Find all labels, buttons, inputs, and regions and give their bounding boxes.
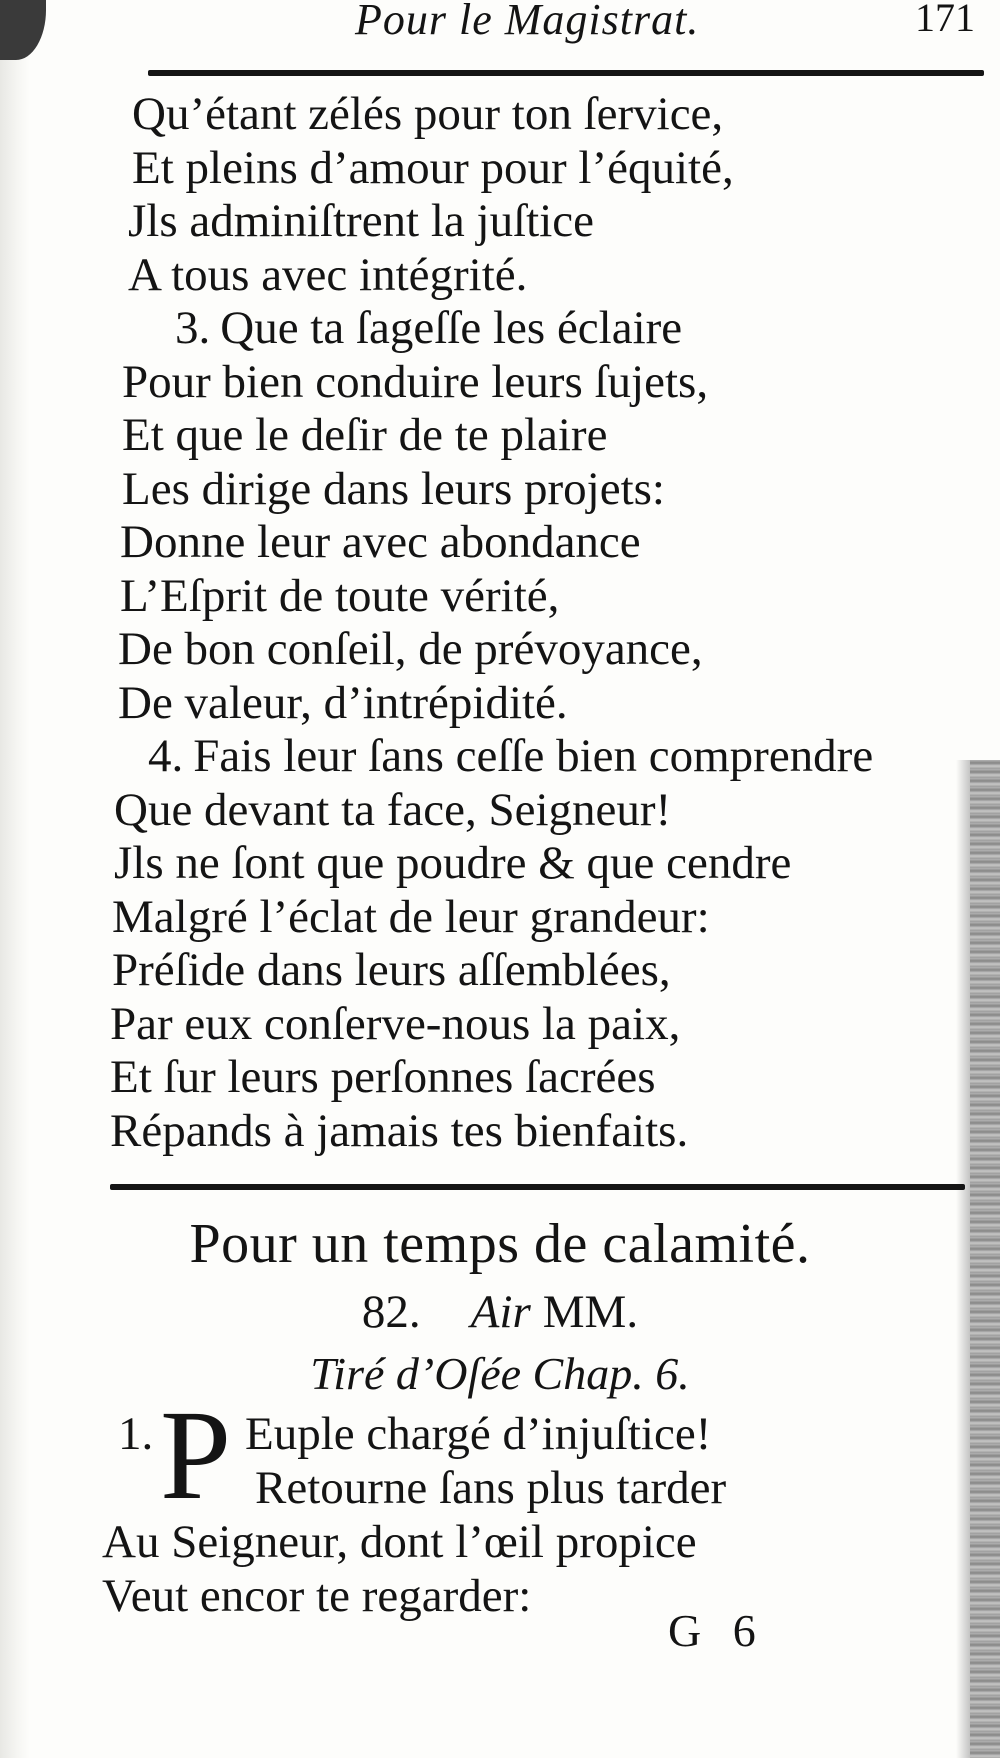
verse-line-text: L’Eſprit de toute vérité, bbox=[120, 569, 560, 622]
verse-line bbox=[0, 142, 1000, 196]
verse-line bbox=[0, 1051, 1000, 1105]
catchword-signature: G 6 bbox=[668, 1605, 766, 1656]
verse-line bbox=[0, 302, 1000, 356]
header-rule bbox=[148, 70, 984, 76]
verse-line-text: Que ta ſageſſe les éclaire bbox=[220, 302, 683, 354]
verse-line-text: Qu’étant zélés pour ton ſervice, bbox=[132, 88, 724, 140]
verse-line bbox=[0, 356, 1000, 410]
verse-line bbox=[0, 516, 1000, 570]
hymn-verse-block bbox=[0, 88, 1000, 1158]
air-label: Air bbox=[470, 1286, 531, 1338]
verse-line-text: Pour bien conduire leurs ſujets, bbox=[122, 355, 709, 408]
running-head: Pour le Magistrat. bbox=[355, 0, 700, 44]
verse-line-text: De valeur, d’intrépidité. bbox=[118, 676, 568, 729]
stanza-number: 4. bbox=[148, 730, 184, 782]
page-header bbox=[140, 0, 980, 42]
verse-line-text: Jls ne ſont que poudre & que cendre bbox=[114, 837, 792, 889]
verse-line bbox=[0, 463, 1000, 517]
verse-line-text: Répands à jamais tes bienfaits. bbox=[110, 1104, 689, 1157]
verse-line-text: A tous avec intégrité. bbox=[128, 248, 528, 301]
verse-line bbox=[0, 249, 1000, 303]
verse-line-text: Fais leur ſans ceſſe bien comprendre bbox=[193, 730, 874, 782]
verse-line-text: Et pleins d’amour pour l’équité, bbox=[132, 141, 734, 194]
stanza-line-3: Au Seigneur, dont l’œil propice bbox=[102, 1516, 697, 1568]
verse-line-text: Malgré l’éclat de leur grandeur: bbox=[112, 890, 710, 943]
scan-corner-shadow bbox=[0, 0, 46, 60]
verse-line bbox=[0, 784, 1000, 838]
stanza-line-2: Retourne ſans plus tarder bbox=[255, 1462, 727, 1514]
section-divider-rule bbox=[110, 1184, 965, 1190]
verse-line bbox=[0, 891, 1000, 945]
verse-line bbox=[0, 1105, 1000, 1159]
stanza-line-4: Veut encor te regarder: bbox=[102, 1570, 532, 1622]
verse-line-text: Et que le deſir de te plaire bbox=[122, 409, 608, 461]
section-title: Pour un temps de calamité. bbox=[189, 1213, 811, 1275]
verse-line-text: De bon conſeil, de prévoyance, bbox=[118, 623, 703, 675]
verse-line bbox=[0, 677, 1000, 731]
verse-line-text: Que devant ta face, Seigneur! bbox=[114, 783, 672, 836]
verse-line bbox=[0, 570, 1000, 624]
verse-line bbox=[0, 944, 1000, 998]
stanza-line-1: Euple chargé d’injuſtice! bbox=[245, 1408, 712, 1460]
hymn-air-line bbox=[0, 1285, 1000, 1339]
air-code: MM. bbox=[542, 1286, 639, 1338]
verse-line bbox=[0, 88, 1000, 142]
verse-line bbox=[0, 998, 1000, 1052]
verse-line-text: Et ſur leurs perſonnes ſacrées bbox=[110, 1051, 656, 1103]
hymn-number: 82. bbox=[361, 1286, 421, 1338]
verse-line bbox=[0, 409, 1000, 463]
verse-line bbox=[0, 195, 1000, 249]
page-number: 171 bbox=[915, 0, 975, 40]
verse-line-text: Jls adminiſtrent la juſtice bbox=[128, 195, 594, 247]
verse-line-text: Donne leur avec abondance bbox=[120, 516, 641, 568]
verse-line-text: Par eux conſerve-nous la paix, bbox=[110, 997, 681, 1050]
verse-line bbox=[0, 623, 1000, 677]
verse-line bbox=[0, 730, 1000, 784]
verse-line-text: Préſide dans leurs aſſemblées, bbox=[112, 944, 671, 996]
verse-line-text: Les dirige dans leurs projets: bbox=[122, 462, 665, 515]
scripture-source: Tiré d’Oſée Chap. 6. bbox=[310, 1348, 690, 1399]
drop-cap: P bbox=[160, 1384, 232, 1526]
stanza-number: 1. bbox=[118, 1408, 154, 1460]
verse-line bbox=[0, 837, 1000, 891]
stanza-number: 3. bbox=[175, 302, 211, 354]
